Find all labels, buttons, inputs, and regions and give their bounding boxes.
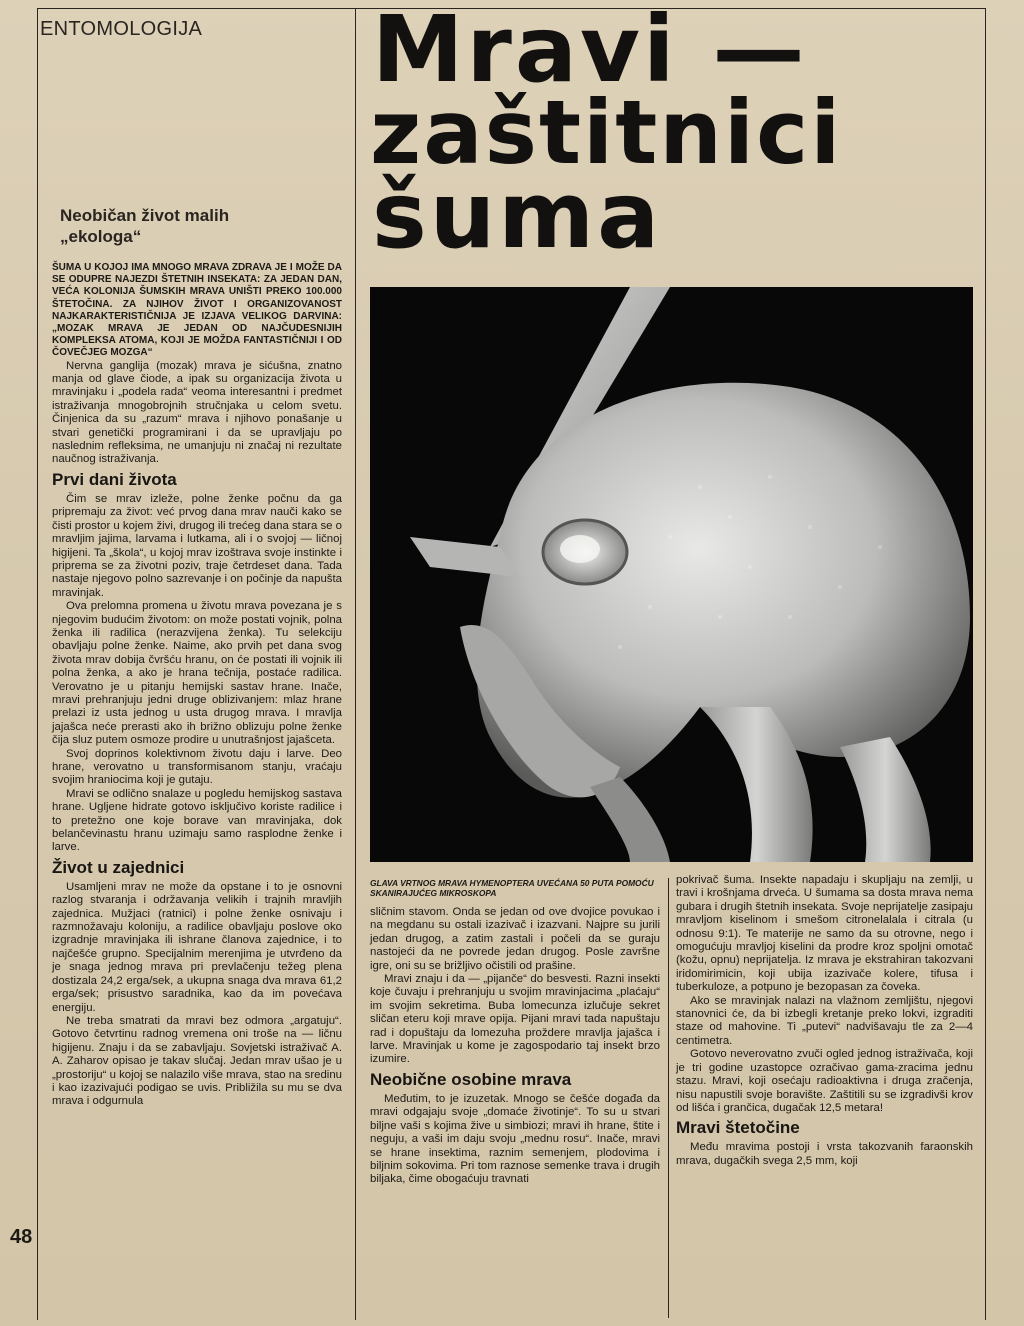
column-rule — [985, 8, 986, 1320]
subheading: Prvi dani života — [52, 469, 177, 489]
headline-line-2: zaštitnici — [370, 80, 843, 184]
paragraph: pokrivač šuma. Insekte napadaju i skupljaju na zemlji, u travi i krošnjama drveća. U šumama sa dosta mrava nema gubara i drugih štetnih insekata. Svoje neprijatelje zasipaju mravljom kiselinom i smešom citronelalala i citrala (u odnosu 9:1). Te materije ne samo da su otrovne, nego i omogućuju mravljoj kiselini da prodre kroz spoljni omotač (kožu, opnu) neprijatelja. Iz mrava je ekstrahiran takozvani iridomirimicin, koji ubija izazivače kolere, tifusa i tuberkuloze, a potpuno je bezopasan za čoveka. — [676, 874, 973, 994]
text-column-2 — [370, 906, 660, 1316]
paragraph: Nervna ganglija (mozak) mrava je sićušna, znatno manja od glave čiode, a ipak su organizacija života u mravinjaku i „podela rada“ veoma interesantni i predmet istraživanja mnogobrojnih stručnjaka u celom svetu. Činjenica da su „razum“ mrava i njihovo ponašanje u stvari genetički programirani i da se upravljaju po naslednim refleksima, ne umanjuju ni značaj ni rezultate naučnog istraživanja. — [52, 359, 342, 466]
headline-line-1: Mravi — — [372, 0, 808, 103]
subtitle-line-2: „ekologa“ — [60, 227, 142, 246]
subtitle-line-1: Neobičan život malih — [60, 206, 230, 225]
subheading: Mravi štetočine — [676, 1118, 800, 1138]
paragraph: Čim se mrav izleže, polne ženke počnu da ga pripremaju za život: već prvog dana mrav nauči kako se čisti prostor u kojem živi, drugog ili trećeg dana stara se o mravljim jajima, larvama i lutkama, ali i o svojoj — ličnoj higijeni. Ta „škola“, u kojoj mrav izoštrava svoje instinkte i priprema se za životni poziv, traje četrdeset dana. Tada nastaje njegovo polno sazrevanje i on počinje da napušta mravinjak. — [52, 492, 342, 599]
paragraph: sličnim stavom. Onda se jedan od ove dvojice povukao i na megdanu su ostali izazivač i izazvani. Najpre su jurili jedan drugog, a zatim zastali i počeli da se guraju nastojeći da ne povrede jedan drugog. Posle završne igre, oni su se brižljivo očistili od prašine. — [370, 906, 660, 972]
subheading: Neobične osobine mrava — [370, 1069, 572, 1089]
text-column-1 — [52, 262, 342, 1312]
page-number: 48 — [10, 1226, 33, 1248]
headline — [370, 0, 970, 269]
subtitle — [60, 205, 320, 247]
section-label: ENTOMOLOGIJA — [40, 18, 203, 40]
ant-head-illustration — [370, 287, 973, 862]
text-column-3 — [676, 874, 973, 1314]
paragraph: Međutim, to je izuzetak. Mnogo se češće događa da mravi odgajaju svoje „domaće životinje“. To su u stvari biljne vaši s kojima žive u simbiozi; mravi ih hrane, štite i neguju, a vaši im daju svoju „mednu rosu“. Inače, mravi se hrane insektima, raznim semenjem, plodovima i biljnim sokovima. Pri tom raznose semenke trava i drugih biljaka, čime obogaćuju travnati — [370, 1092, 660, 1186]
paragraph: Usamljeni mrav ne može da opstane i to je osnovni razlog stvaranja i održavanja velikih i trajnih mravljih zajednica. Mužjaci (ratnici) i polne ženke osnivaju i razmnožavaju koloniju, a radilice obavljaju poslove oko izgradnje mravinjaka ili ishrane članova zajednice, i to najčešće grupno. Specijalnim merenjima je utvrđeno da je snaga jednog mrava pri prevlačenju težeg plena dostizala 24,2 erga/sek, a ukupna snaga dva mrava 61,2 erga/sek; prisustvo saradnika, kao da im povećava energiju. — [52, 880, 342, 1014]
subheading: Život u zajednici — [52, 857, 185, 877]
paragraph: Mravi znaju i da — „pijanče“ do besvesti. Razni insekti koje čuvaju i prehranjuju u svojim mravinjacima „plaćaju“ im svojim sekretima. Buba lomecunza izlučuje sekret sličan eteru koji mrave opija. Pijani mravi tada napuštaju rad i dopuštaju da lomezuha proždere mravlja jajašca i larve. Mravinjak u kome je zagospodario taj insekt brzo izumire. — [370, 973, 660, 1066]
headline-line-3: šuma — [372, 161, 663, 269]
paragraph: Među mravima postoji i vrsta takozvanih faraonskih mrava, dugačkih svega 2,5 mm, koji — [676, 1141, 973, 1167]
photo-caption: GLAVA VRTNOG MRAVA HYMENOPTERA UVEĆANA 50 PUTA POMOĆU SKANIRAJUĆEG MIKROSKOPA — [370, 878, 654, 898]
paragraph: Ova prelomna promena u životu mrava povezana je s njegovim budućim životom: on može postati vojnik, polna ženka ili radilica (nerazvijena ženka). Tu selekciju obavljaju polne ženke. Naime, ako prvih pet dana svog života mrav dobija čvršću hranu, on će postati ili vojnik ili polna ženka, a ako je hrana tečnija, postaće radilica. Verovatno je u pitanju hemijski sastav hrane. Inače, mravi prehranjuju jedni druge oblizivanjem: mlaz hrane prelazi iz usta jednog u usta drugog mrava. I mravlja jajašca neće prerasti ako ih brižno oblizuju polne ženke čija sluz putem osmoze prodire u unutrašnjost jajašceta. — [52, 600, 342, 747]
column-rule — [37, 8, 38, 1320]
lead-paragraph: ŠUMA U KOJOJ IMA MNOGO MRAVA ZDRAVA JE I MOŽE DA SE ODUPRE NAJEZDI ŠTETNIH INSEKATA: ZA JEDAN DAN, VEĆA KOLONIJA ŠUMSKIH MRAVA UNIŠTI PREKO 100.000 ŠTETOČINA. ZA NJIHOV ŽIVOT I ORGANIZOVANOST NAJKARAKTERISTIČNIJA JE IZJAVA VELIKOG DARVINA: „MOZAK MRAVA JE JEDAN OD NAJČUDESNIJIH KOMPLEKSA ATOMA, KOJI JE MOŽDA FANTASTIČNIJI I OD ČOVEČJEG MOZGA“ — [52, 262, 342, 359]
paragraph: Mravi se odlično snalaze u pogledu hemijskog sastava hrane. Ugljene hidrate gotovo isključivo koriste radilice i to pretežno one koje borave van mravinjaka, dok belančevinastu hranu uzimaju samo rasplodne ženke i larve. — [52, 787, 342, 854]
ant-head-micrograph — [370, 287, 973, 862]
column-rule — [668, 878, 669, 1318]
paragraph: Svoj doprinos kolektivnom životu daju i larve. Deo hrane, verovatno u transformisanom stanju, vraćaju svojim hraniocima koji je gutaju. — [52, 747, 342, 787]
paragraph: Ne treba smatrati da mravi bez odmora „argatuju“. Gotovo četvrtinu radnog vremena oni troše na — ličnu higijenu. Znaju i da se zabavljaju. Sovjetski istraživač A. A. Zaharov opisao je takav slučaj. Jedan mrav ušao je u „prostoriju“ u kojoj se nalazilo više mrava, stao na sredinu i kao izazivajući podigao se uvis. Približila su mu se dva mrava i odgurnula — [52, 1014, 342, 1108]
paragraph: Gotovo neverovatno zvuči ogled jednog istraživača, koji je tri godine uzastopce ozračivao gama-zracima jednu stazu. Mravi, koji osećaju radioaktivna i druga zračenja, nisu napustili svoje boravište. Zaštitili su se izgradivši krov od lišća i grančica, dugačak 12,5 metara! — [676, 1048, 973, 1114]
column-rule — [355, 8, 356, 1320]
paragraph: Ako se mravinjak nalazi na vlažnom zemljištu, njegovi stanovnici će, da bi izbegli kretanje preko lokvi, izgraditi staze od mahovine. Ti „putevi“ nadvišavaju tle za 2—4 centimetra. — [676, 994, 973, 1047]
